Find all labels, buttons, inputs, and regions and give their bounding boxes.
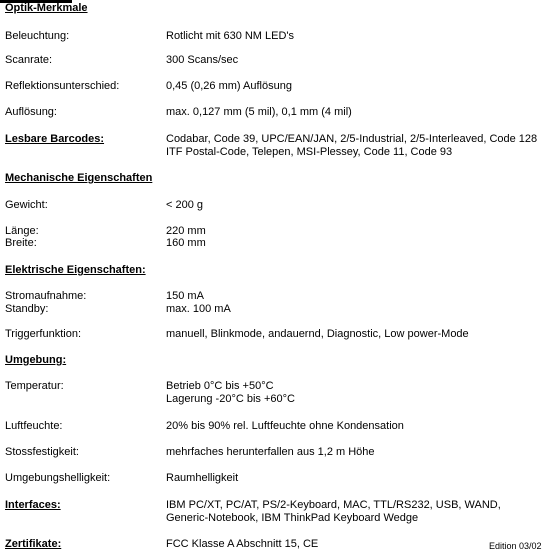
- spec-label: Scanrate:: [5, 54, 53, 66]
- spec-value: max. 100 mA: [166, 303, 231, 315]
- spec-value: Betrieb 0°C bis +50°C: [166, 380, 274, 392]
- spec-label: Auflösung:: [5, 106, 57, 118]
- spec-label: Standby:: [5, 303, 49, 315]
- spec-value: 0,45 (0,26 mm) Auflösung: [166, 80, 292, 92]
- spec-label: Gewicht:: [5, 199, 48, 211]
- spec-value: 20% bis 90% rel. Luftfeuchte ohne Kondensation: [166, 420, 404, 432]
- spec-label: Breite:: [5, 237, 37, 249]
- spec-value: FCC Klasse A Abschnitt 15, CE: [166, 538, 319, 550]
- spec-value: 160 mm: [166, 237, 206, 249]
- section-heading: Elektrische Eigenschaften:: [5, 264, 146, 276]
- spec-label: Stossfestigkeit:: [5, 446, 79, 458]
- spec-value: ITF Postal-Code, Telepen, MSI-Plessey, Code 11, Code 93: [166, 146, 453, 158]
- edition-label: Edition 03/02: [489, 541, 542, 551]
- section-heading: Interfaces:: [5, 499, 61, 511]
- spec-value: max. 0,127 mm (5 mil), 0,1 mm (4 mil): [166, 106, 352, 118]
- spec-value: 150 mA: [166, 290, 204, 302]
- spec-value: mehrfaches herunterfallen aus 1,2 m Höhe: [166, 446, 375, 458]
- spec-value: Codabar, Code 39, UPC/EAN/JAN, 2/5-Industrial, 2/5-Interleaved, Code 128: [166, 133, 538, 145]
- spec-value: Raumhelligkeit: [166, 472, 239, 484]
- spec-label: Luftfeuchte:: [5, 420, 63, 432]
- section-heading: Mechanische Eigenschaften: [5, 172, 153, 184]
- spec-value: Generic-Notebook, IBM ThinkPad Keyboard Wedge: [166, 512, 419, 524]
- section-heading: Zertifikate:: [5, 538, 62, 550]
- section-heading: Lesbare Barcodes:: [5, 133, 105, 145]
- spec-label: Beleuchtung:: [5, 30, 70, 42]
- section-heading: Optik-Merkmale: [5, 2, 88, 14]
- spec-label: Reflektionsunterschied:: [5, 80, 120, 92]
- spec-label: Länge:: [5, 225, 39, 237]
- spec-label: Umgebungshelligkeit:: [5, 472, 111, 484]
- spec-label: Temperatur:: [5, 380, 64, 392]
- spec-value: IBM PC/XT, PC/AT, PS/2-Keyboard, MAC, TTL/RS232, USB, WAND,: [166, 499, 501, 511]
- spec-value: manuell, Blinkmode, andauernd, Diagnostic, Low power-Mode: [166, 328, 469, 340]
- section-heading: Umgebung:: [5, 354, 67, 366]
- spec-label: Triggerfunktion:: [5, 328, 82, 340]
- spec-value: 300 Scans/sec: [166, 54, 239, 66]
- spec-value: Rotlicht mit 630 NM LED's: [166, 30, 295, 42]
- spec-label: Stromaufnahme:: [5, 290, 87, 302]
- spec-value: < 200 g: [166, 199, 204, 211]
- spec-value: Lagerung -20°C bis +60°C: [166, 393, 295, 405]
- spec-value: 220 mm: [166, 225, 206, 237]
